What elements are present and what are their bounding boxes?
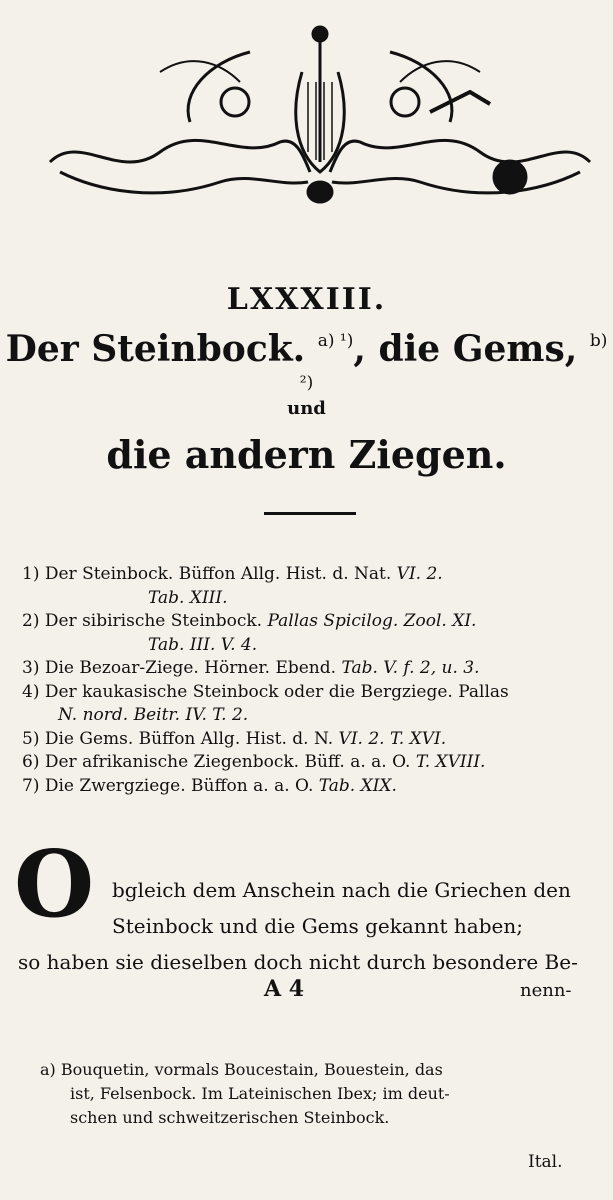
- footnote-a: [40, 1058, 580, 1130]
- body-line: so haben sie dieselben doch nicht durch besondere Be-: [18, 950, 578, 974]
- title-divider: [264, 512, 356, 515]
- species-item: 4) Der kaukasische Steinbock oder die Bergziege. Pallas N. nord. Beitr. IV. T. 2.: [22, 681, 509, 725]
- chapter-number: LXXXIII.: [226, 282, 387, 317]
- footnote-line: a) Bouquetin, vormals Boucestain, Bouestein, das: [40, 1060, 443, 1079]
- species-item: 5) Die Gems. Büffon Allg. Hist. d. N. VI. 2. T. XVI.: [22, 728, 447, 749]
- title-steinbock: Der Steinbock.: [5, 328, 306, 370]
- title-gems: , die Gems,: [353, 328, 578, 370]
- species-item: 3) Die Bezoar-Ziege. Hörner. Ebend. Tab. V. f. 2, u. 3.: [22, 658, 480, 678]
- footnote-ref-b: b) ²): [299, 331, 608, 393]
- title-conjunction: und: [287, 398, 326, 419]
- footnote-line: schen und schweitzerischen Steinbock.: [70, 1108, 390, 1127]
- signature-mark: A 4: [264, 976, 305, 1002]
- page-catchword: Ital.: [528, 1152, 563, 1172]
- body-line: Steinbock und die Gems gekannt haben;: [112, 914, 523, 938]
- body-line: bgleich dem Anschein nach die Griechen den: [112, 878, 571, 902]
- species-item: 7) Die Zwergziege. Büffon a. a. O. Tab. XIX.: [22, 775, 397, 796]
- species-item: 6) Der afrikanische Ziegenbock. Büff. a. a. O. T. XVIII.: [22, 752, 486, 772]
- drop-cap: O: [14, 830, 95, 938]
- species-item: 2) Der sibirische Steinbock. Pallas Spicilog. Zool. XI. Tab. III. V. 4.: [22, 611, 477, 655]
- footnote-line: ist, Felsenbock. Im Lateinischen Ibex; im deut-: [70, 1084, 450, 1103]
- species-item: 1) Der Steinbock. Büffon Allg. Hist. d. Nat. VI. 2. Tab. XIII.: [22, 564, 443, 608]
- lyre-rococo-ornament-icon: [40, 12, 600, 212]
- chapter-title-line-2: die andern Ziegen.: [106, 432, 507, 477]
- species-list: [22, 563, 592, 798]
- footnote-ref-a: a) ¹): [317, 331, 354, 351]
- catchword: nenn-: [520, 980, 572, 1001]
